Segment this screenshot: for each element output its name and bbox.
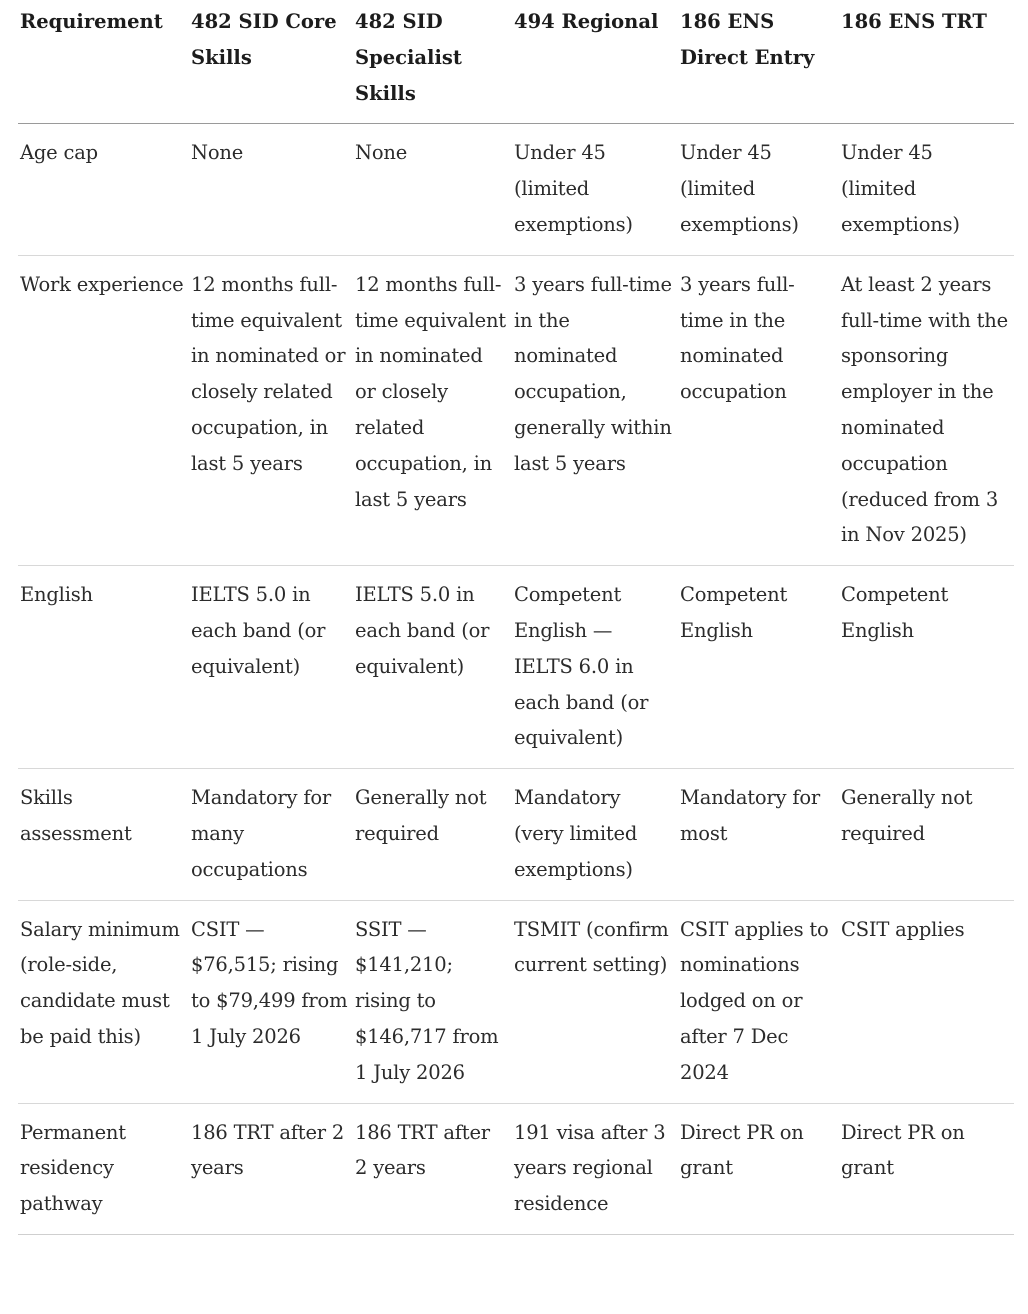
header-requirement: Requirement <box>18 0 189 124</box>
table-cell: 12 months full-time equivalent in nominated or closely related occupation, in last 5 years <box>189 255 353 565</box>
header-186-ens-trt: 186 ENS TRT <box>839 0 1014 124</box>
row-label: Permanent residency pathway <box>18 1103 189 1234</box>
header-row <box>18 0 1014 124</box>
header-482-sid-specialist-skills: 482 SID Specialist Skills <box>353 0 512 124</box>
table-row-skills-assessment <box>18 769 1014 900</box>
table-body <box>18 124 1014 1235</box>
row-label: Salary minimum (role-side, candidate must be paid this) <box>18 900 189 1103</box>
header-494-regional: 494 Regional <box>512 0 678 124</box>
table-cell: Under 45 (limited exemptions) <box>512 124 678 255</box>
table-cell: CSIT applies to nominations lodged on or after 7 Dec 2024 <box>678 900 839 1103</box>
table-cell: Competent English <box>839 566 1014 769</box>
row-label: Work experience <box>18 255 189 565</box>
table-cell: 191 visa after 3 years regional residence <box>512 1103 678 1234</box>
row-label: English <box>18 566 189 769</box>
table-cell: 186 TRT after 2 years <box>353 1103 512 1234</box>
table-cell: Mandatory (very limited exemptions) <box>512 769 678 900</box>
table-cell: 3 years full-time in the nominated occupation, generally within last 5 years <box>512 255 678 565</box>
table-cell: IELTS 5.0 in each band (or equivalent) <box>189 566 353 769</box>
table-cell: Direct PR on grant <box>678 1103 839 1234</box>
row-label: Age cap <box>18 124 189 255</box>
row-label: Skills assessment <box>18 769 189 900</box>
table-cell: CSIT — $76,515; rising to $79,499 from 1 July 2026 <box>189 900 353 1103</box>
table-cell: Under 45 (limited exemptions) <box>839 124 1014 255</box>
table-cell: 186 TRT after 2 years <box>189 1103 353 1234</box>
table-cell: None <box>353 124 512 255</box>
table-cell: Mandatory for many occupations <box>189 769 353 900</box>
table-cell: None <box>189 124 353 255</box>
header-186-ens-direct-entry: 186 ENS Direct Entry <box>678 0 839 124</box>
table-row-english <box>18 566 1014 769</box>
table-cell: CSIT applies <box>839 900 1014 1103</box>
table-cell: SSIT — $141,210; rising to $146,717 from 1 July 2026 <box>353 900 512 1103</box>
requirements-comparison-table <box>18 0 1014 1235</box>
table-cell: Mandatory for most <box>678 769 839 900</box>
table-cell: Generally not required <box>353 769 512 900</box>
table-cell: At least 2 years full-time with the sponsoring employer in the nominated occupation (reduced from 3 in Nov 2025) <box>839 255 1014 565</box>
table-row-permanent-residency-pathway <box>18 1103 1014 1234</box>
table-cell: 3 years full-time in the nominated occupation <box>678 255 839 565</box>
table-cell: 12 months full-time equivalent in nominated or closely related occupation, in last 5 years <box>353 255 512 565</box>
table-row-age-cap <box>18 124 1014 255</box>
table-row-salary-minimum <box>18 900 1014 1103</box>
table-cell: Competent English — IELTS 6.0 in each band (or equivalent) <box>512 566 678 769</box>
table-header <box>18 0 1014 124</box>
table-row-work-experience <box>18 255 1014 565</box>
table-cell: IELTS 5.0 in each band (or equivalent) <box>353 566 512 769</box>
table-cell: Competent English <box>678 566 839 769</box>
table-cell: Direct PR on grant <box>839 1103 1014 1234</box>
table-cell: TSMIT (confirm current setting) <box>512 900 678 1103</box>
table-cell: Generally not required <box>839 769 1014 900</box>
table-cell: Under 45 (limited exemptions) <box>678 124 839 255</box>
header-482-sid-core-skills: 482 SID Core Skills <box>189 0 353 124</box>
